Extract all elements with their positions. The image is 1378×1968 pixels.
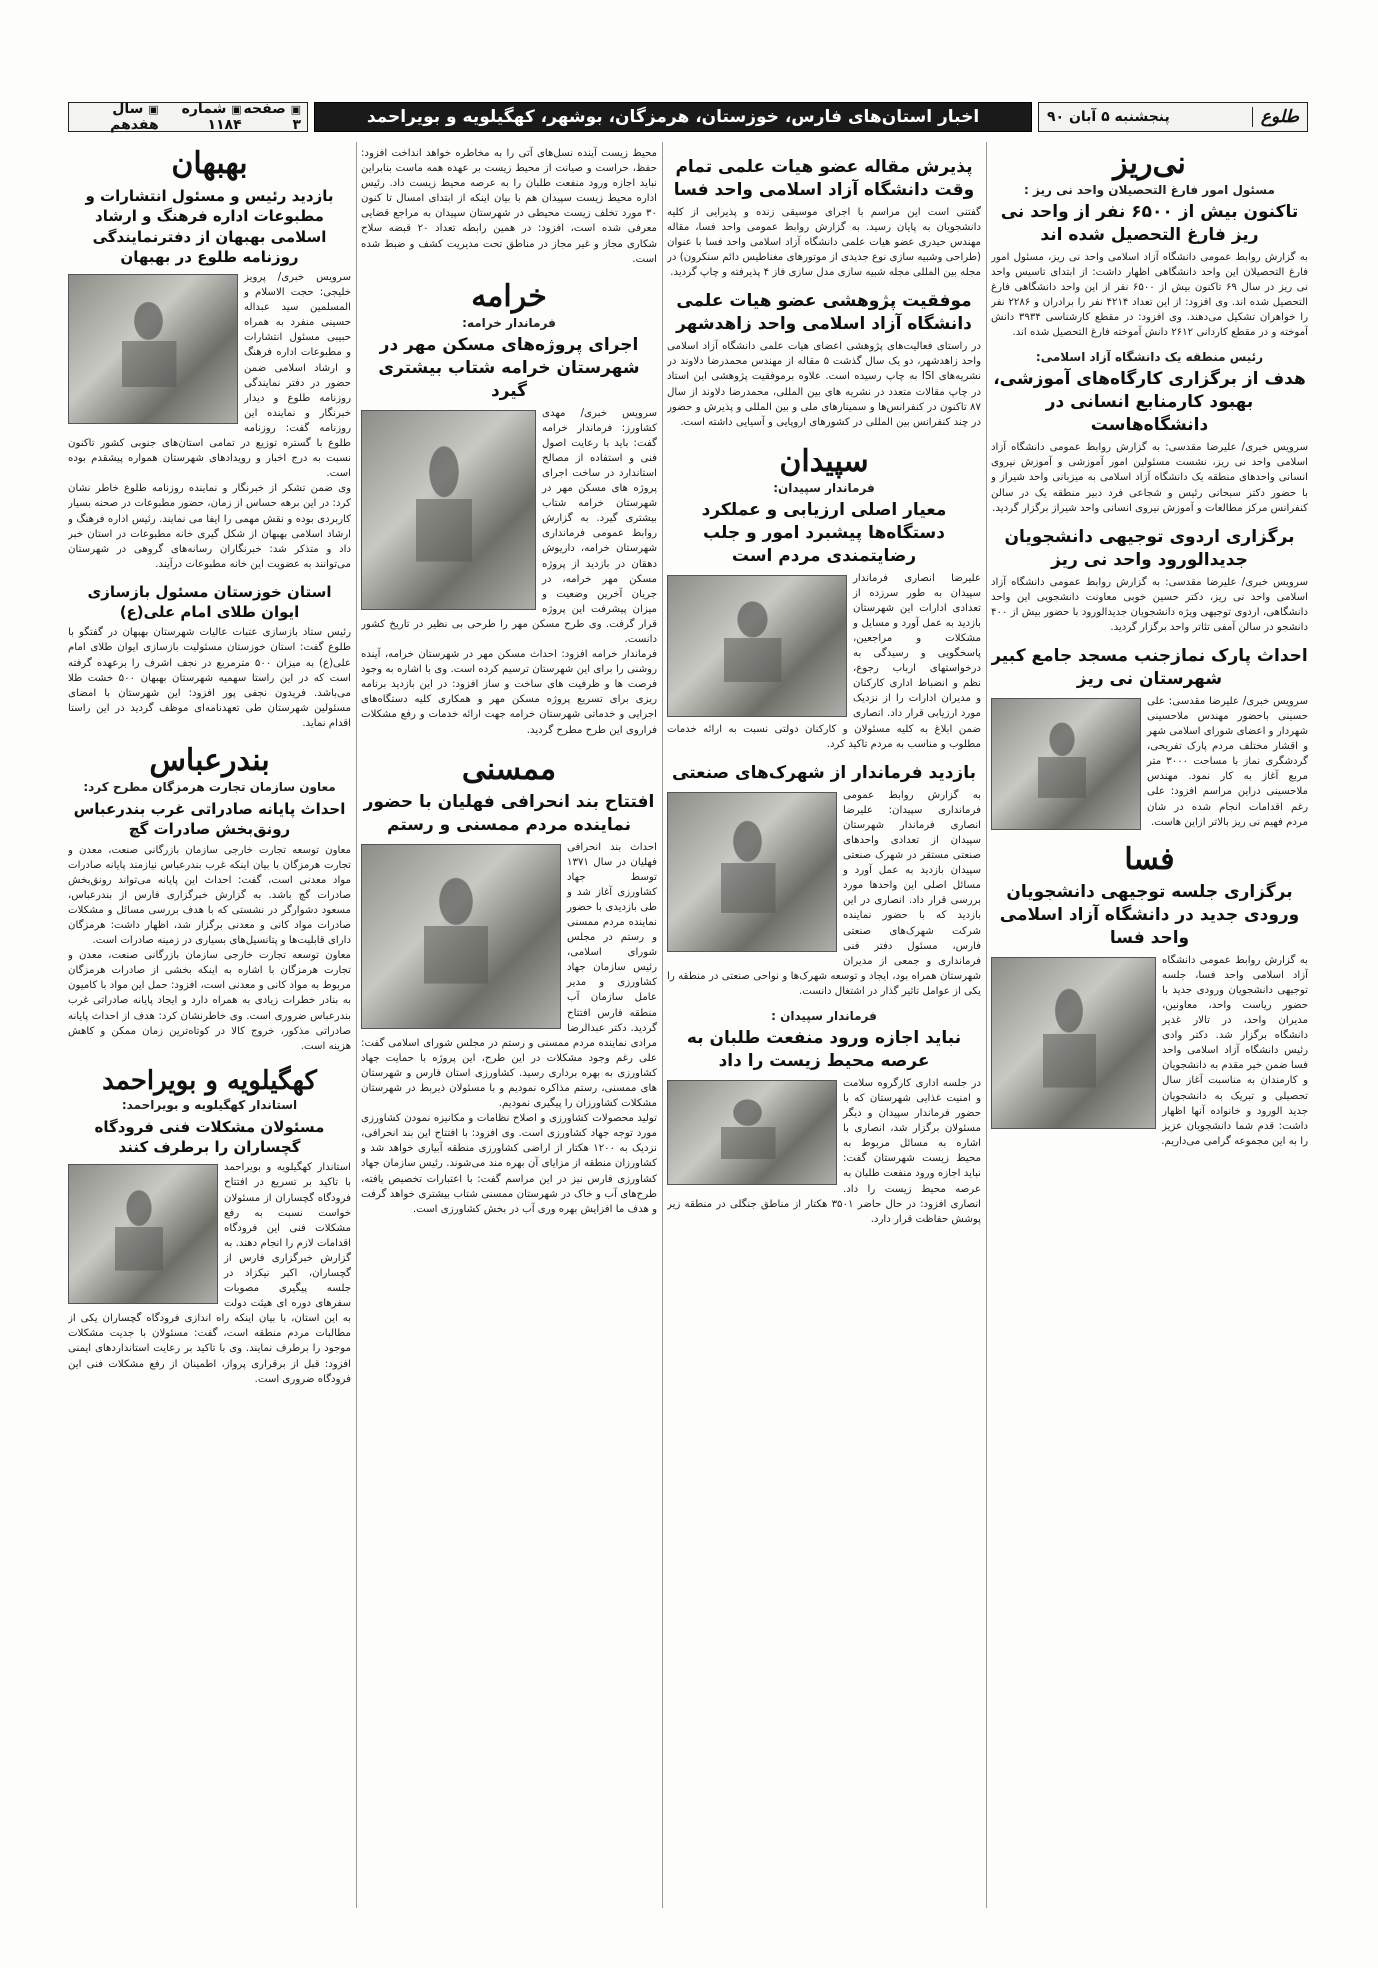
article-kicker: معاون سازمان تجارت هرمزگان مطرح کرد:: [83, 780, 336, 795]
article-headline: استان خوزستان مسئول بازسازی ایوان طلای امام علی(ع): [87, 582, 332, 622]
article-headline: برگزاری جلسه توجیهی دانشجویان ورودی جدید در دانشگاه آزاد اسلامی واحد فسا: [999, 881, 1300, 948]
article-body: وی ضمن تشکر از خبرنگار و نماینده روزنامه طلوع خاطر نشان کرد: در این برهه حساس از زمان، حضور مطبوعات در صحنه بسیار کاربردی بوده و نقش مهمی را ایفا می نمایند. رئیس اداره فرهنگ و ارشاد اسلامی بهبهان از شکل گیری خانه مطبوعات در استان خبر داد و متذکر شد: خبرنگاران رسانه‌های گروهی در شهرستان می‌توانند به عضویت این خانه مطبوعات درآیند.: [68, 483, 351, 570]
article-body: سرویس خبری/ علیرضا مقدسی: به گزارش روابط عمومی دانشگاه آزاد اسلامی واحد نی ریز، دکتر حسین خوبی معاونت دانشجویی این واحد دانشگاهی، اردوی توجیهی ویژه دانشجویان جدیدالورود با حضور بیش از ۴۰۰ دانشجو در سالن آمفی تئاتر واحد برگزار گردید.: [991, 576, 1308, 633]
issue-number: ▣ شماره ۱۱۸۴: [181, 101, 242, 133]
office-meeting-photo: [68, 274, 238, 424]
article-body: فرماندار خرامه افزود: احداث مسکن مهر در شهرستان خرامه، آینده روشنی را برای این شهرستان ترسیم کرده است. وی با اشاره به وجود فرصت ها و ظرفیت های ساخت و ساز افزود: در این بازدید برنامه ریزی برای تسریع پروژه مسکن مهر و همکاری کلیه دستگاه‌های اجرایی و خدماتی شهرستان خرامه جهت ارائه خدمات و رفع مشکلات فراروی این طرح مطرح گردید.: [361, 649, 657, 736]
city-heading-sepidan: سپیدان: [779, 443, 869, 479]
article-body: سرویس خبری/ مهدی کشاورز: فرماندار خرامه گفت: باید با رعایت اصول فنی و استفاده از مصالح استاندارد در ساخت اجرای پروژه های مسکن مهر در شهرستان خرامه شتاب بیشتری گیرد. به گزارش روابط عمومی فرمانداری شهرستان خرامه، داریوش دهقان در بازدید از پروژه مسکن مهر خرامه، در جریان آخرین وضعیت و میزان پیشرفت این پروژه قرار گرفت. وی طرح مسکن مهر را طرحی بی نظیر در تاریخ کشور دانست.: [361, 407, 657, 645]
article-kicker: فرماندار سپیدان :: [771, 1008, 877, 1023]
article-body: سرویس خبری/ علیرضا مقدسی: به گزارش روابط عمومی دانشگاه آزاد اسلامی واحد نی ریز، نشست مسئولین امور آموزشی و آموزش نیروی انسانی واحدهای منطقه یک دانشگاه آزاد اسلامی به میزبانی واحد شیراز و با حضور دکتر سبحانی رئیس و شجاعی فرد دبیر منطقه یک در سالن کنفرانس مرکز مطالعات و آموزش نیروی انسانی واحد شیراز برگزار گردید.: [991, 442, 1308, 514]
column-divider: [662, 142, 663, 1908]
issue-date: پنجشنبه ۵ آبان ۹۰: [1047, 109, 1170, 125]
article-kicker: استاندار کهگیلویه و بویراحمد:: [121, 1097, 298, 1112]
article-body: در جلسه اداری کارگروه سلامت و امنیت غذایی شهرستان که با حضور فرماندار سپیدان و دیگر مسئولان برگزار شد، انصاری با اشاره به مسائل مربوط به محیط زیست شهرستان گفت: نباید اجازه ورود منفعت طلبان به عرصه محیط زیست را داد. انصاری افزود: در حال حاضر ۳۵۰۱ هکتار از مناطق جنگلی در منطقه زیر پوشش حفاظت قرار دارد.: [667, 1077, 981, 1225]
article-body: گفتنی است این مراسم با اجرای موسیقی زنده و پذیرایی از کلیه دانشجویان به پایان رسید. به گزارش روابط عمومی واحد فسا، مقاله مهندس حیدری عضو هیات علمی دانشگاه آزاد اسلامی واحد فسا با عنوان (طراحی وشبیه سازی نوع جدیدی از موتورهای مغناطیس دائم سنکرون) در مجله بین المللی مجله شبیه سازی مدل سازی فاز ۴ پذیرفته و چاپ گردید.: [667, 206, 981, 279]
article-body: رئیس ستاد بازسازی عتبات عالیات شهرستان بهبهان در گفتگو با طلوع گفت: استان خوزستان مسئولیت بازسازی ایوان طلای امام علی(ع) به میزان ۵۰۰ مترمربع در نجف اشرف را برعهده گرفته است که در این راستا سهمیه شهرستان بهبهان ۵۰۰ خشت طلا می‌باشد. فریدون نجفی پور افزود: این شهرستان با امضای مسئولین شهرستان طی تعهدنامه‌ای موظف گردید در این راستا اقدام نماید.: [68, 627, 351, 729]
article-headline: افتتاح بند انحرافی فهلیان با حضور نماینده مردم ممسنی و رستم: [363, 791, 655, 835]
city-heading-bandarabbas: بندرعباس: [149, 743, 270, 779]
governor-portrait-photo: [68, 1164, 218, 1304]
speaker-photo: [991, 957, 1156, 1129]
article-kicker: فرماندار سپیدان:: [773, 480, 875, 495]
article-headline: احداث پارک نمازجنب مسجد جامع کبیر شهرستان نی ریز: [991, 645, 1308, 689]
article-headline: اجرای پروژه‌های مسکن مهر در شهرستان خرامه شتاب بیشتری گیرد: [378, 334, 640, 401]
industrial-visit-photo: [667, 792, 837, 952]
meeting-photo: [667, 1080, 837, 1185]
article-body: احداث بند انحرافی فهلیان در سال ۱۳۷۱ توسط جهاد کشاورزی آغاز شد و طی بازدیدی با حضور نماینده مردم ممسنی و رستم در مجلس شورای اسلامی، رئیس سازمان جهاد کشاورزی و مدیر عامل سازمان آب منطقه فارس افتتاح گردید. دکتر عبدالرضا مرادی نماینده مردم ممسنی و رستم در مجلس شورای اسلامی گفت: علی رغم وجود مشکلات در این طرح، این پروژه با حمایت جهاد کشاورزی به بهره برداری رسید. کشاورزی استان فارس و شهرستان های ممسنی، رستم مذاکره نمودیم و با مسئولان ذیربط در شهرستان مشکلات کشاورزان را پیگیری نمودیم.: [361, 841, 657, 1110]
dam-opening-photo: [361, 844, 561, 1029]
article-body: علیرضا انصاری فرماندار سپیدان به طور سرزده از تعدادی ادارات این شهرستان بازدید به عمل آورد و مسایل و مشکلات و مراجعین، پاسخگویی و رسیدگی به درخواستهای ارباب رجوع، نظم و انضباط اداری کارکنان و مدیران ادارات را از نزدیک مورد ارزیابی قرار داد. انصاری ضمن ابلاغ به کلیه مسئولان و کارکنان دولتی نسبت به ارائه خدمات مطلوب و مناسب به مردم تاکید کرد.: [667, 572, 981, 750]
volume-year: ▣ سال هفدهم: [110, 101, 159, 133]
column-kharameh-mamasani: [361, 142, 657, 1908]
construction-photo: [991, 698, 1141, 830]
city-heading-kohgiluyeh: کهگیلویه و بویراحمد: [102, 1065, 317, 1096]
article-body: به گزارش روابط عمومی دانشگاه آزاد اسلامی واحد نی ریز، مسئول امور فارغ التحصیلان این واحد دانشگاهی اظهار داشت: از ابتدای تاسیس واحد نی ریز در سال ۶۹ تاکنون بیش از ۶۵۰۰ نفر از این واحد دانشگاهی فارغ التحصیل شده اند. وی افزود: از این تعداد ۴۲۱۴ نفر را برادران و ۲۲۸۶ نفر را خواهران تشکیل می‌دهند. وی افزود: در مقطع کارشناسی ۳۹۳۴ دانش آموخته و در مقطع کاردانی ۲۶۱۲ دانش آموخته فارغ التحصیل شده اند.: [991, 251, 1308, 339]
city-heading-behbahan: بهبهان: [171, 146, 248, 181]
article-headline: معیار اصلی ارزیابی و عملکرد دستگاه‌ها پیشبرد امور و جلب رضایتمندی مردم است: [701, 499, 947, 566]
column-divider: [356, 142, 357, 1908]
article-body: معاون توسعه تجارت خارجی سازمان بازرگانی صنعت، معدن و تجارت هرمزگان با بیان اینکه غرب بندرعباس نیازمند پایانه صادرات مواد معدنی است، گفت: احداث این پایانه می‌تواند رونق‌بخش صادرات گچ باشد. به گزارش خبرگزاری فارس از بندرعباس، مسعود دشوارگر در نشستی که با هدف بررسی مسائل و مشکلات صادرات مواد کانی و معدنی برگزار شد، اظهار داشت: هرمزگان دارای قابلیت‌ها و پتانسیل‌های بسیاری در زمینه صادرات است.: [68, 844, 351, 947]
column-neyriz-fasa: [991, 142, 1308, 1908]
article-headline: موفقیت پژوهشی عضو هیات علمی دانشگاه آزاد اسلامی واحد زاهدشهر: [676, 291, 972, 335]
article-headline: پذیرش مقاله عضو هیات علمی تمام وقت دانشگاه آزاد اسلامی واحد فسا: [673, 157, 975, 200]
article-headline: بازدید فرماندار از شهرک‌های صنعتی: [672, 762, 976, 783]
article-kicker: فرماندار خرامه:: [462, 315, 556, 330]
article-headline: بازدید رئیس و مسئول انتشارات و مطبوعات اداره فرهنگ و ارشاد اسلامی بهبهان از دفترنمایندگی روزنامه طلوع در بهبهان: [85, 187, 334, 266]
article-body: استاندار کهگیلویه و بویراحمد با تاکید بر تسریع در افتتاح فرودگاه گچساران از مسئولان خواست نسبت به رفع مشکلات فنی این فرودگاه اقدامات لازم را انجام دهند. به گزارش خبرگزاری فارس از گچساران، اکبر نیکزاد در جلسه پیگیری مصوبات سفرهای دوره ای هیئت دولت به این استان، با بیان اینکه راه اندازی فرودگاه گچساران یکی از مطالبات مردم منطقه است، گفت: مسئولان با جدیت مشکلات موجود را برطرف نمایند. وی با تاکید بر رعایت استانداردهای ایمنی افزود: قبل از برقراری پرواز، اطمینان از رفع مشکلات فنی این فرودگاه ضروری است.: [68, 1162, 351, 1385]
city-heading-fasa: فسا: [1124, 841, 1175, 877]
article-body: تولید محصولات کشاورزی و اصلاح نظامات و مکانیزه نمودن کشاورزی مورد توجه جهاد کشاورزی است. وی افزود: با افتتاح این بند انحرافی، نزدیک به ۱۲۰۰ هکتار از اراضی کشاورزی منطقه آبیاری خواهد شد و کشاورزان منطقه از مزایای آن بهره مند می‌شوند. رئیس سازمان جهاد کشاورزی فارس نیز در این مراسم گفت: با اعتبارات تخصیص یافته، طرح‌های آب و خاک در شهرستان ممسنی شتاب بیشتری خواهد گرفت و هدف ما افزایش بهره وری آب در بخش کشاورزی است.: [361, 1113, 657, 1215]
article-body: سرویس خبری/ پرویز خلیجی: حجت الاسلام و المسلمین سید عبداله حسینی منفرد به همراه حبیبی مسئول انتشارات و مطبوعات اداره فرهنگ و ارشاد اسلامی ضمن حضور در دفتر نمایندگی روزنامه طلوع و دیدار خبرنگار و نماینده این روزنامه گفت: روزنامه طلوع با گستره توزیع در تمامی استان‌های جنوبی کشور تاکنون نسبت به درج اخبار و رویدادهای شهرستان همواره پیشقدم بوده است.: [68, 272, 351, 480]
article-headline: تاکنون بیش از ۶۵۰۰ نفر از واحد نی ریز فارغ التحصیل شده اند: [1000, 202, 1299, 245]
date-box: [1038, 102, 1308, 132]
article-body: سرویس خبری/ علیرضا مقدسی: علی حسینی باحضور مهندس ملاحسینی شهردار و اعضای شورای اسلامی شهر و اقشار مختلف مردم پارک تفریحی، گردشگری نماز با مساحت ۳۰۰۰ متر مربع آغاز به کار نمود. مهندس ملاحسینی دراین مراسم افزود: علی رغم اقدامات انجام شده در شان مردم فهیم نی ریز بالاتر ازاین هاست.: [1147, 695, 1308, 828]
article-kicker: مسئول امور فارغ التحصیلان واحد نی ریز :: [1024, 183, 1275, 197]
housing-project-photo: [361, 410, 536, 610]
article-headline: برگزاری اردوی توجیهی دانشجویان جدیدالورود واحد نی ریز: [1004, 526, 1295, 570]
article-body-continued: محیط زیست آینده نسل‌های آتی را به مخاطره خواهد انداخت افزود: حفظ، حراست و صیانت از محیط زیست بر عهده همه ماست بنابراین نباید اجازه ورود منفعت طلبان را به عرصه محیط زیست داد. رئیس اداره محیط زیست سپیدان هم با بیان اینکه از ابتدای امسال تا کنون ۳۰ مورد تخلف زیست محیطی در شهرستان سپیدان به مراجع قضایی معرفی شده است، افزود: در همین رابطه تعداد ۲۰ قبضه سلاح شکاری مجاز و غیر مجاز در مناطق تحت مدیریت کشف و ضبط شده است.: [361, 148, 657, 265]
office-visit-photo: [667, 575, 847, 717]
article-body: در راستای فعالیت‌های پژوهشی اعضای هیات علمی دانشگاه آزاد اسلامی واحد زاهدشهر، دو یک سال گذشت ۵ مقاله از مهندس محمدرضا دلاوند در نشریه‌های ISI به چاپ رسیده است. علاوه برموفقیت پژوهشی این استاد در چاپ مقالات متعدد در نشریه های بین المللی، محمدرضا دلاوند از سال ۸۷ تاکنون در کنفرانس‌ها و سمینارهای ملی و بین المللی و پذیرش و حضور در چند کنفرانس بین المللی در کشورهای اروپایی و آسیایی داشته است.: [667, 341, 981, 428]
city-heading-kharameh: خرامه: [471, 278, 547, 314]
city-heading-mamasani: ممسنی: [461, 751, 557, 787]
column-behbahan-bandarabbas: [68, 142, 351, 1908]
column-fasa-sepidan: [667, 142, 981, 1908]
article-headline: نباید اجازه ورود منفعت طلبان به عرصه محیط زیست را داد: [686, 1027, 962, 1071]
article-headline: مسئولان مشکلات فنی فرودگاه گچساران را برطرف کنند: [94, 1117, 325, 1157]
page-number: ▣ صفحه ۳: [243, 101, 301, 133]
article-body: به گزارش روابط عمومی فرمانداری سپیدان: علیرضا انصاری فرماندار شهرستان سپیدان از تعدادی واحدهای صنعتی مستقر در شهرک صنعتی سپیدان بازدید به عمل آورد و مسائل اصلی این واحدها مورد بررسی قرار داد. انصاری در این بازدید که با حضور نماینده شرکت شهرک‌های صنعتی فارس، مسئول دفتر فنی فرمانداری و جمعی از مدیران شهرستان همراه بود، ایجاد و توسعه شهرک‌ها و نواحی صنعتی در منطقه را یکی از عوامل تاثیر گذار در اشتغال دانست.: [667, 789, 981, 997]
newspaper-logo: طلوع: [1252, 107, 1299, 127]
article-body: معاون توسعه تجارت خارجی سازمان بازرگانی صنعت، معدن و تجارت هرمزگان با اشاره به اینکه بخشی از صادرات هرمزگان مربوط به مواد کانی و معدنی است، افزود: حمل این مواد با کامیون به بنادر خطرات زیادی به همراه دارد و ایجاد پایانه صادراتی غرب بندرعباس ضروری است. وی خاطرنشان کرد: هدف از احداث پایانه صادراتی مذکور، خروج کالا در کوتاه‌ترین زمان ممکن و کاهش هزینه است.: [68, 950, 351, 1052]
city-heading-neyriz: نی‌ریز: [1113, 146, 1186, 181]
column-divider: [986, 142, 987, 1908]
issue-info: [68, 102, 308, 132]
section-title: اخبار استان‌های فارس، خوزستان، هرمزگان، بوشهر، کهگیلویه و بویراحمد: [314, 102, 1032, 132]
article-body: به گزارش روابط عمومی دانشگاه آزاد اسلامی واحد فسا، جلسه توجیهی دانشجویان ورودی جدید با حضور ریاست واحد، معاونین، مدیران واحد، در تالار غدیر دانشگاه برگزار شد. دکتر وادی رئیس دانشگاه آزاد اسلامی واحد فسا ضمن خیر مقدم به دانشجویان و کارمندان به مناسبت آغاز سال تحصیلی و تبریک به دانشجویان جدید الورود و خانواده آنها اظهار داشت: قدم شما دانشجویان عزیز را به این مجموعه گرامی می‌داریم.: [1161, 954, 1308, 1147]
article-headline: هدف از برگزاری کارگاه‌های آموزشی، بهبود کارمنابع انسانی در دانشگاه‌هاست: [993, 369, 1306, 436]
page-header: [68, 102, 1308, 132]
article-kicker: رئیس منطقه یک دانشگاه آزاد اسلامی:: [1035, 350, 1264, 365]
article-headline: احداث پایانه صادراتی غرب بندرعباس رونق‌بخش صادرات گچ: [73, 800, 346, 839]
